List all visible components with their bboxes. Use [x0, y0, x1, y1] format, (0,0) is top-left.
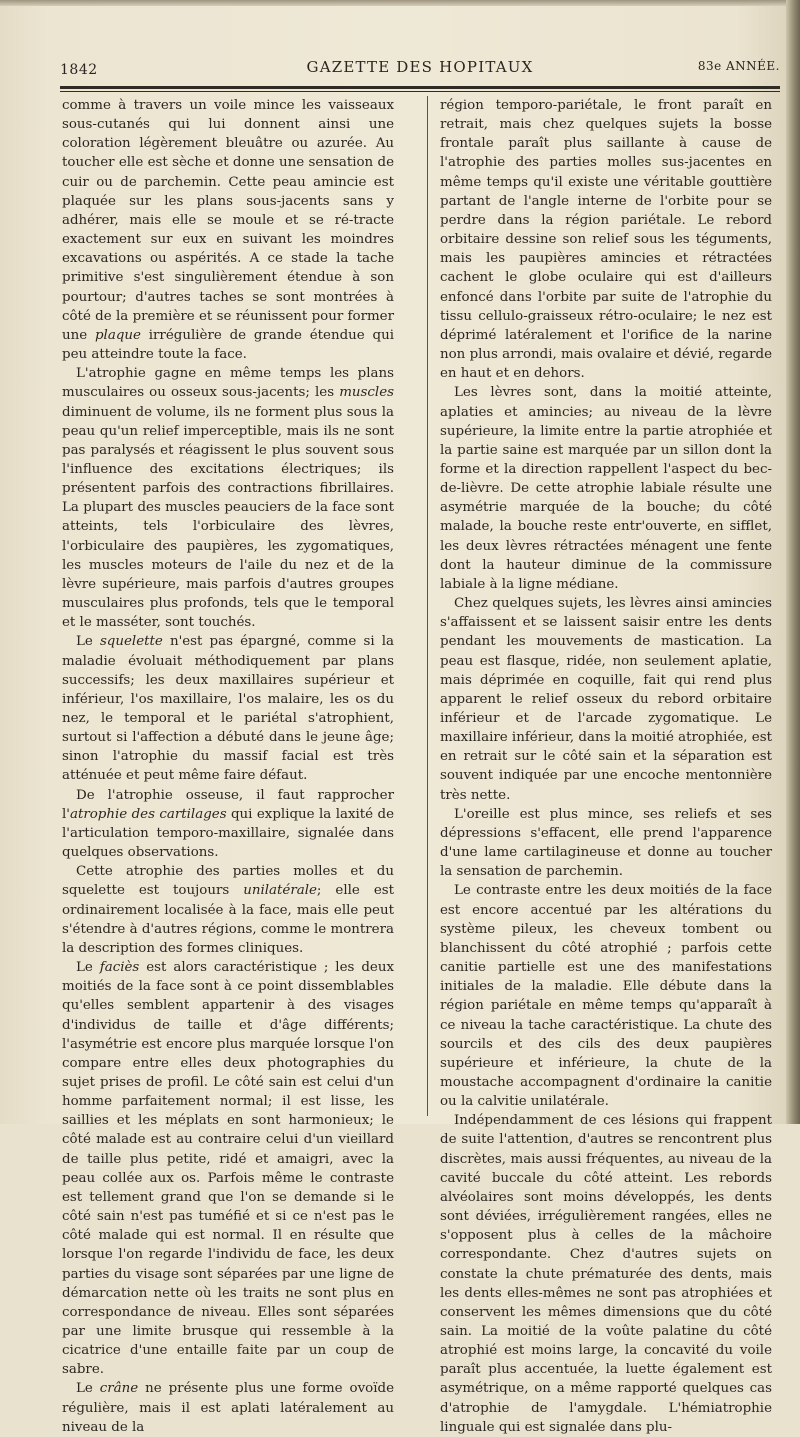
text-run: L'oreille est plus mince, ses reliefs et ses dépressions s'effacent, elle prend l'apparence d'une lame cartilagineuse et donne au toucher la sensation de parchemin.: [440, 806, 772, 880]
paragraph: [440, 881, 772, 1111]
text-run: est alors caractéristique ; les deux moitiés de la face sont à ce point dissemblables qu'elles semblent appartenir à des visages d'individus de taille et d'âge différents; l'asymétrie est encore plus marquée lorsque l'on compare entre elles deux photographies du sujet prises de profil. Le côté sain est celui d'un homme parfaitement normal; il est lisse, les saillies et les méplats en sont harmonieux; le côté malade est au contraire celui d'un vieillard de taille plus petite, ridé et amaigri, avec la peau collée aux os. Parfois même le contraste est tellement grand que l'on se demande si le côté sain n'est pas tuméfié et si ce n'est pas le côté malade qui est normal. Il en résulte que lorsque l'on regarde l'individu de face, les deux parties du visage sont séparées par une ligne de démarcation nette où les traits ne sont plus en correspondance de niveau. Elles sont séparées par une limite brusque qui ressemble à la cicatrice d'une entaille faite par un coup de sabre.: [62, 960, 395, 1378]
text-run: L'atrophie gagne en même temps les plans musculaires ou osseux sous-jacents; les: [62, 366, 394, 401]
text-run: Le contraste entre les deux moitiés de la face est encore accentué par les altérations du système pileux, les cheveux tombent ou blanchissent du côté atrophié ; parfois cette canitie partielle est une des manifestations initiales de la maladie. Elle débute dans la région pariétale en même temps qu'apparaît à ce niveau la tache caractéristique. La chute des sourcils et des cils des deux paupières supérieure et inférieure, la chute de la moustache accompagnent d'ordinaire la canitie ou la calvitie unilatérale.: [440, 883, 772, 1110]
text-run: Les lèvres sont, dans la moitié atteinte, aplaties et amincies; au niveau de la lèvre supérieure, la limite entre la partie atrophiée et la partie saine est marquée par un sillon dont la forme et la direction rappellent l'aspect du bec-de-lièvre. De cette atrophie labiale résulte une asymétrie marquée de la bouche; du côté malade, la bouche reste entr'ouverte, en sifflet, les deux lèvres rétractées ménagent une fente dont la hauteur diminue de la commissure labiale à la ligne médiane.: [440, 385, 772, 592]
page-edge-shadow: [786, 0, 800, 1124]
italic-term: muscles: [339, 385, 394, 401]
text-run: ; elle est ordinairement localisée à la face, mais elle peut s'étendre à d'autres régions, comme le montrera la description des formes cliniques.: [62, 883, 395, 956]
left-column: [62, 96, 394, 1437]
text-run: Cette atrophie des parties molles et du squelette est toujours: [62, 864, 394, 899]
italic-term: crâne: [99, 1381, 139, 1397]
italic-term: plaque: [94, 327, 141, 343]
paragraph: [62, 1379, 394, 1436]
paragraph: [440, 383, 772, 594]
paragraph: [440, 594, 772, 805]
italic-term: unilatérale: [243, 883, 317, 899]
text-run: région temporo-pariétale, le front paraît en retrait, mais chez quelques sujets la bosse frontale paraît plus saillante à cause de l'atrophie des parties molles sus-jacentes en même temps qu'il existe une véritable gouttière partant de l'angle interne de l'orbite pour se perdre dans la région pariétale. Le rebord orbitaire dessine son relief sous les téguments, mais les paupières amincies et rétractées cachent le globe oculaire qui est d'ailleurs enfoncé dans l'orbite par suite de l'atrophie du tissu cellulo-graisseux rétro-oculaire; le nez est déprimé latéralement et l'orifice de la narine non plus arrondi, mais ovalaire et dévié, regarde en haut et en dehors.: [440, 98, 772, 382]
text-run: diminuent de volume, ils ne forment plus sous la peau qu'un relief imperceptible, mais ils ne sont pas paralysés et réagissent le plus souvent sous l'influence des excitations électriques; ils présentent parfois des contractions fibrillaires. La plupart des muscles peauciers de la face sont atteints, tels l'orbiculaire des lèvres, l'orbiculaire des paupières, les zygomatiques, les muscles moteurs de l'aile du nez et de la lèvre supérieure, mais parfois d'autres groupes musculaires plus profonds, tels que le temporal et le masséter, sont touchés.: [62, 404, 394, 631]
header-rule-thin: [60, 91, 780, 92]
italic-term: atrophie des cartilages: [69, 806, 227, 822]
right-column: [440, 96, 772, 1437]
paragraph: [62, 958, 394, 1379]
text-run: Le: [76, 1381, 100, 1397]
column-divider: [427, 96, 428, 1116]
paragraph: [440, 96, 772, 383]
text-run: n'est pas épargné, comme si la maladie évoluait méthodiquement par plans successifs; les deux maxillaires supérieur et inférieur, l'os maxillaire, l'os malaire, les os du nez, le temporal et le pariétal s'atrophient, surtout si l'affection a débuté dans le jeune âge; sinon l'atrophie du massif facial est très atténuée et peut même faire défaut.: [62, 634, 394, 784]
italic-term: squelette: [99, 634, 163, 650]
italic-term: faciès: [99, 960, 140, 976]
text-run: De l'atrophie osseuse, il faut rapprocher l': [62, 787, 394, 822]
paragraph: [440, 1111, 772, 1437]
paragraph: [440, 805, 772, 882]
text-run: Chez quelques sujets, les lèvres ainsi amincies s'affaissent et se laissent saisir entre les dents pendant les mouvements de mastication. La peau est flasque, ridée, non seulement aplatie, mais déprimée en coquille, fait qui rend plus apparent le relief osseux du rebord orbitaire inférieur et de l'arcade zygomatique. Le maxillaire inférieur, dans la moitié atrophiée, est en retrait sur le côté sain et la séparation est souvent indiquée par une encoche mentonnière très nette.: [440, 596, 772, 803]
paragraph: [62, 862, 394, 958]
text-run: Le: [76, 960, 100, 976]
publication-year: 83e ANNÉE.: [697, 59, 780, 73]
text-run: irrégulière de grande étendue qui peu atteindre toute la face.: [62, 327, 394, 363]
text-run: Le: [76, 634, 100, 650]
paragraph: [62, 364, 394, 632]
text-run: Indépendamment de ces lésions qui frappent de suite l'attention, d'autres se rencontrent plus discrètes, mais aussi fréquentes, au niveau de la cavité buccale du côté atteint. Les rebords alvéolaires sont moins développés, les dents sont déviées, irrégulièrement rangées, elles ne s'opposent plus à celles de la mâchoire correspondante. Chez d'autres sujets on constate la chute prématurée des dents, mais les dents elles-mêmes ne sont pas atrophiées et conservent les mêmes dimensions que du côté sain. La moitié de la voûte palatine du côté atrophié est moins large, la concavité du voile paraît plus accentuée, la luette également est asymétrique, on a même rapporté quelques cas d'atrophie de l'amygdale. L'hémiatrophie linguale qui est signalée dans plu-: [440, 1113, 772, 1435]
header-rule-thick: [60, 86, 780, 89]
paragraph: [62, 786, 394, 863]
page-header: [60, 50, 780, 90]
paragraph: [62, 632, 394, 785]
text-run: ne présente plus une forme ovoïde régulière, mais il est aplati latéralement au niveau de la: [62, 1381, 394, 1435]
journal-title: GAZETTE DES HOPITAUX: [306, 58, 534, 76]
text-run: qui explique la laxité de l'articulation temporo-maxillaire, signalée dans quelques observations.: [62, 806, 395, 861]
page-number: 1842: [60, 62, 98, 78]
paragraph: [62, 96, 394, 364]
text-run: comme à travers un voile mince les vaisseaux sous-cutanés qui lui donnent ainsi une coloration légèrement bleuâtre ou azurée. Au toucher elle est sèche et donne une sensation de cuir ou de parchemin. Cette peau amincie est plaquée sur les plans sous-jacents sans y adhérer, mais elle se moule et se ré-tracte exactement sur eux en suivant les moindres excavations ou aspérités. A ce stade la tache primitive s'est singulièrement étendue à son pourtour; d'autres taches se sont montrées à côté de la première et se réunissent pour former une: [62, 98, 394, 343]
top-edge-shadow: [0, 0, 800, 6]
